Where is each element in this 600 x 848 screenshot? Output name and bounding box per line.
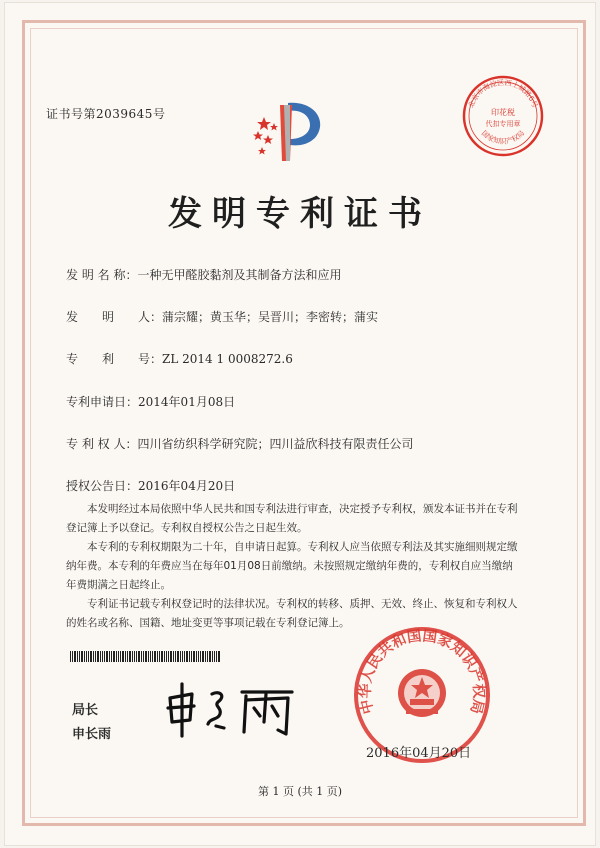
body-paragraph-2: 本专利的专利权期限为二十年，自申请日起算。专利权人应当依照专利法及其实施细则规定缴纳年费。本专利的年费应当在每年01月08日前缴纳。未按照规定缴纳年费的，专利权自应当缴纳年费期满之日起终止。 — [66, 541, 518, 591]
patentee-label: 专 利 权 人： — [66, 437, 138, 451]
invention-name-value: 一种无甲醛胶黏剂及其制备方法和应用 — [137, 268, 342, 282]
grant-date-value: 2016年04月20日 — [138, 479, 236, 493]
svg-text:印花税: 印花税 — [491, 108, 515, 117]
patent-number-label: 专 利 号： — [66, 352, 163, 366]
body-paragraph-1: 本发明经过本局依照中华人民共和国专利法进行审查，决定授予专利权，颁发本证书并在专利登记簿上予以登记。专利权自授权公告之日起生效。 — [66, 503, 518, 534]
patent-number-row — [66, 350, 293, 367]
patent-number-value: ZL 2014 1 0008272.6 — [162, 352, 293, 366]
inventor-row — [66, 308, 378, 325]
patentee-value: 四川省纺织科学研究院；四川益欣科技有限责任公司 — [137, 437, 414, 451]
svg-text:代扣专用章: 代扣专用章 — [485, 120, 521, 128]
certificate-number: 证书号第2039645号 — [46, 107, 166, 121]
body-paragraph-3: 专利证书记载专利权登记时的法律状况。专利权的转移、质押、无效、终止、恢复和专利权人的姓名或名称、国籍、地址变更等事项记载在专利登记簿上。 — [66, 598, 518, 629]
seal-date: 2016年04月20日 — [366, 746, 472, 761]
filing-date-label: 专利申请日： — [66, 395, 139, 409]
tax-stamp-seal — [460, 73, 546, 159]
svg-text:中华人民共和国国家知识产权局: 中华人民共和国国家知识产权局 — [357, 628, 487, 716]
inventor-label: 发 明 人： — [66, 310, 163, 324]
invention-name-label: 发 明 名 称： — [66, 268, 138, 282]
invention-name-row — [66, 266, 341, 283]
inventor-value: 蒲宗耀；黄玉华；吴晋川；李密转；蒲实 — [162, 310, 379, 324]
grant-date-row — [66, 477, 235, 494]
patent-office-emblem-icon — [250, 95, 330, 165]
svg-text:国家知识产权局: 国家知识产权局 — [479, 129, 527, 146]
handwritten-signature — [160, 680, 300, 740]
filing-date-row — [66, 393, 235, 410]
svg-text:北京市海淀区西土城路6号: 北京市海淀区西土城路6号 — [467, 78, 539, 109]
signatory-name: 申长雨 — [72, 727, 112, 742]
certificate-body — [66, 500, 518, 633]
grant-date-label: 授权公告日： — [66, 479, 139, 493]
filing-date-value: 2014年01月08日 — [138, 395, 236, 409]
patentee-row — [66, 435, 413, 452]
barcode — [70, 651, 220, 662]
certificate-title: 发明专利证书 — [168, 194, 432, 234]
page-number: 第 1 页 (共 1 页) — [257, 785, 343, 798]
signatory-title: 局长 — [72, 703, 99, 718]
